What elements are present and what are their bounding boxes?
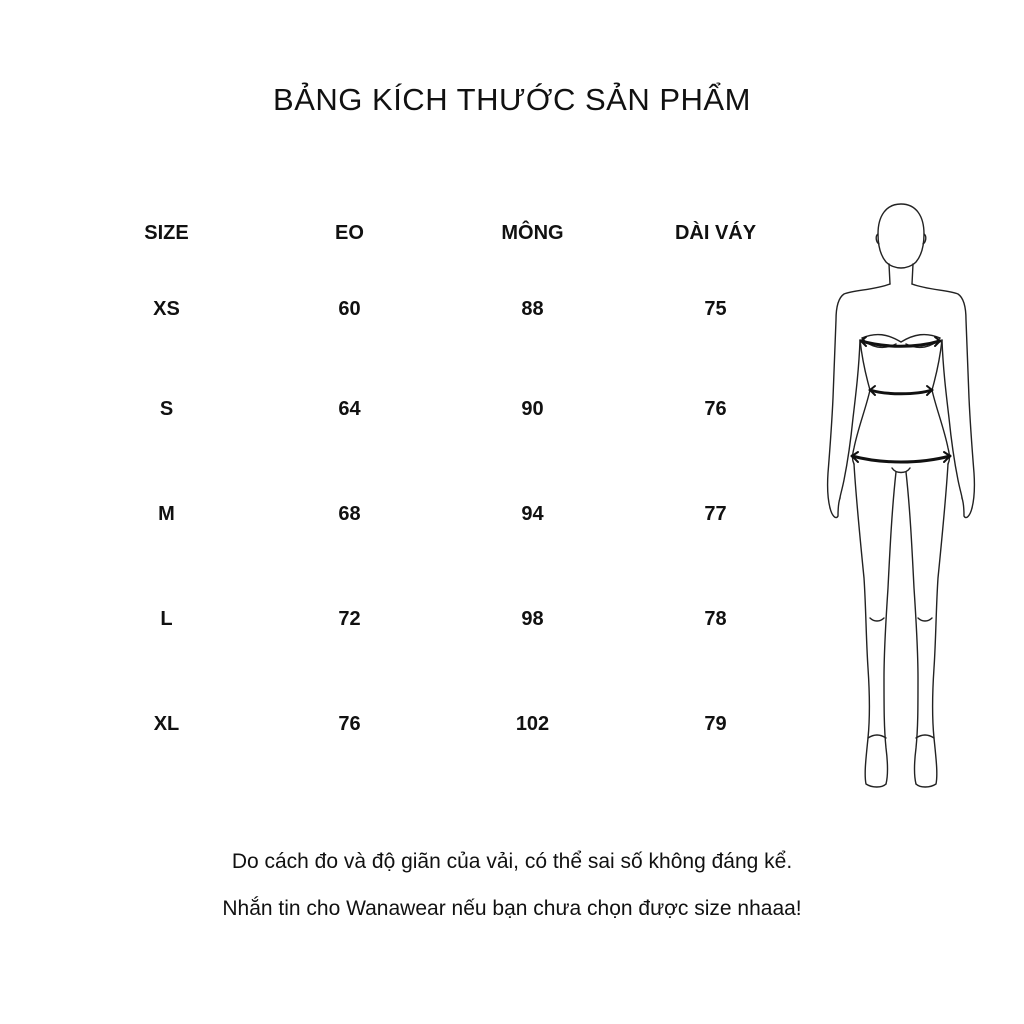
hip-cell: 102: [515, 713, 550, 735]
column-header-waist: EO: [335, 221, 364, 244]
hip-cell: 98: [521, 608, 544, 630]
table-row: [75, 462, 807, 567]
skirt-length-cell: 75: [704, 297, 727, 320]
waist-cell: 72: [338, 608, 361, 630]
waist-cell: 60: [338, 297, 361, 320]
size-cell: XL: [153, 713, 180, 735]
hip-cell: 90: [521, 398, 544, 420]
table-row: [75, 672, 807, 777]
skirt-length-cell: 79: [704, 713, 727, 735]
size-cell: XS: [153, 297, 180, 320]
column-header-skirt-length: DÀI VÁY: [674, 221, 757, 244]
waist-cell: 68: [338, 503, 361, 525]
table-row: [75, 261, 807, 357]
size-cell: L: [160, 608, 173, 630]
page-title: BẢNG KÍCH THƯỚC SẢN PHẨM: [273, 82, 751, 117]
waist-cell: 76: [338, 713, 361, 735]
size-cell: M: [158, 503, 175, 525]
body-measurement-icon: [826, 198, 976, 792]
hip-cell: 88: [521, 297, 544, 320]
size-chart-table: [75, 205, 807, 777]
hip-cell: 94: [521, 503, 544, 525]
table-header-row: [75, 205, 807, 261]
skirt-length-cell: 77: [704, 503, 727, 525]
note-contact-shop: Nhắn tin cho Wanawear nếu bạn chưa chọn được size nhaaa!: [222, 897, 802, 920]
column-header-hip: MÔNG: [501, 221, 564, 244]
skirt-length-cell: 78: [704, 608, 727, 630]
size-cell: S: [159, 398, 174, 420]
table-row: [75, 357, 807, 462]
skirt-length-cell: 76: [704, 398, 727, 420]
waist-cell: 64: [338, 398, 361, 420]
note-measurement-tolerance: Do cách đo và độ giãn của vải, có thể sai số không đáng kể.: [231, 850, 793, 873]
table-row: [75, 567, 807, 672]
column-header-size: SIZE: [144, 221, 189, 244]
